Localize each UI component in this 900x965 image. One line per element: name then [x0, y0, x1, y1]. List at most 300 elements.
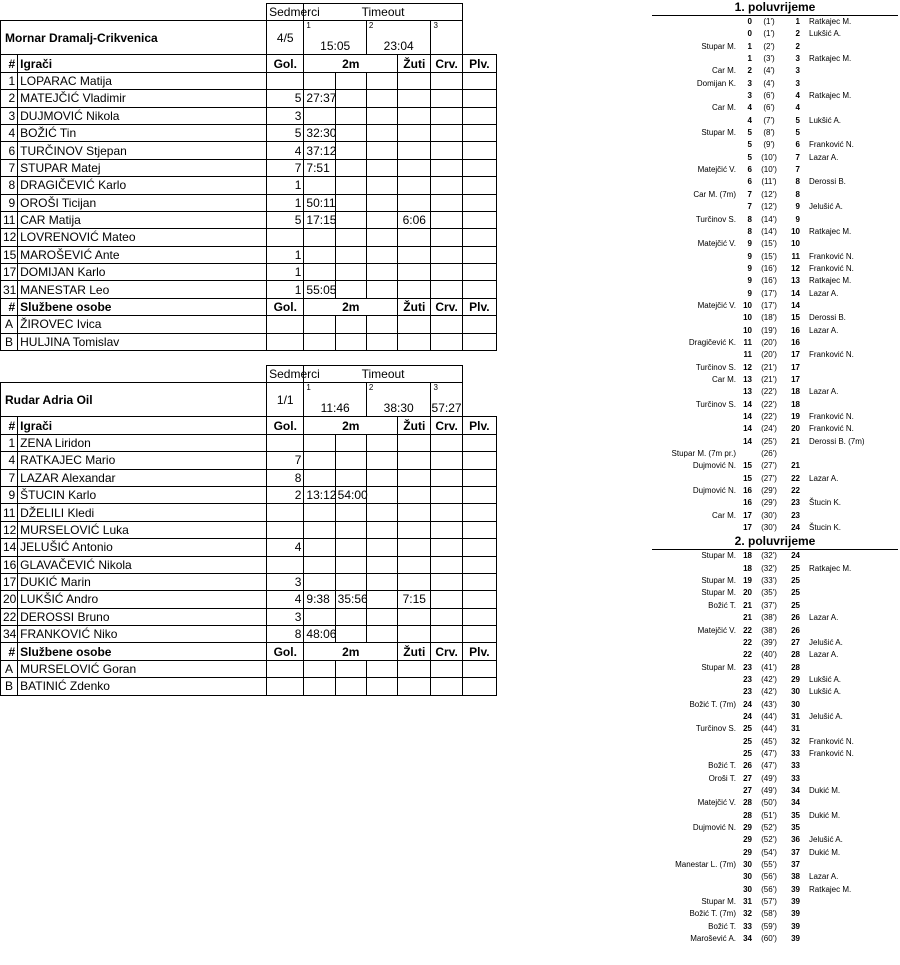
player-blue [462, 246, 496, 263]
event-row [652, 251, 898, 263]
player-yellow [398, 469, 431, 486]
home-score: 32 [743, 909, 752, 919]
player-number: 11 [1, 504, 18, 521]
official-name: BATINIĆ Zdenko [18, 678, 267, 695]
official-name: MURSELOVIĆ Goran [18, 660, 267, 677]
away-score: 2 [795, 29, 800, 39]
player-goals: 3 [267, 107, 304, 124]
away-score: 18 [791, 387, 800, 397]
player-red [431, 626, 462, 643]
player-goals: 4 [267, 539, 304, 556]
event-minute: (43') [761, 699, 777, 709]
player-name: BOŽIĆ Tin [18, 124, 267, 141]
timeout-time: 23:04 [383, 39, 414, 54]
home-score: 17 [743, 510, 752, 520]
away-score: 17 [791, 350, 800, 360]
away-scorer: Ratkajec M. [809, 17, 852, 26]
away-scorer: Lukšić A. [809, 115, 842, 125]
away-score: 35 [791, 810, 800, 820]
home-score: 18 [743, 551, 752, 561]
player-blue [462, 90, 496, 107]
player-red [431, 452, 462, 469]
player-name: RATKAJEC Mario [18, 452, 267, 469]
home-score: 15 [743, 473, 752, 483]
home-scorer: Stupar M. [701, 576, 736, 586]
event-minute: (52') [761, 835, 777, 845]
home-scorer: Marošević A. [690, 934, 736, 944]
event-row [652, 201, 898, 213]
empty-cell [335, 333, 366, 350]
away-scorer: Dukić M. [809, 847, 841, 857]
away-scorer: Ratkajec M. [809, 884, 852, 894]
player-red [431, 159, 462, 176]
home-score: 10 [743, 313, 752, 323]
empty-cell [304, 678, 335, 695]
away-score: 32 [791, 736, 800, 746]
header-goals: Gol. [267, 298, 304, 315]
player-name: MURSELOVIĆ Luka [18, 521, 267, 538]
event-minute: (19') [761, 325, 777, 335]
event-minute: (10') [761, 152, 777, 162]
player-goals: 7 [267, 452, 304, 469]
player-number: 22 [1, 608, 18, 625]
home-score: 5 [747, 128, 752, 138]
home-score: 27 [743, 785, 752, 795]
player-number: 15 [1, 246, 18, 263]
player-yellow [398, 264, 431, 281]
home-scorer: Car M. [712, 66, 736, 76]
player-2min-2 [335, 90, 366, 107]
home-score: 4 [747, 115, 752, 125]
blank [462, 383, 496, 417]
empty-cell [366, 678, 397, 695]
player-row [1, 246, 497, 263]
player-red [431, 229, 462, 246]
player-row [1, 452, 497, 469]
event-row [652, 436, 898, 448]
half-title: 2. poluvrijeme [652, 534, 898, 550]
player-number: 7 [1, 469, 18, 486]
away-scorer: Lazar A. [809, 473, 839, 483]
home-scorer: Božić T. (7m) [689, 699, 736, 709]
player-name: LAZAR Alexandar [18, 469, 267, 486]
header-number: # [1, 643, 18, 660]
player-red [431, 539, 462, 556]
event-row [652, 263, 898, 275]
home-score: 21 [743, 613, 752, 623]
empty-cell [366, 660, 397, 677]
player-2min-3 [366, 107, 397, 124]
away-scorer: Lazar A. [809, 613, 839, 623]
home-score: 13 [743, 374, 752, 384]
player-row [1, 591, 497, 608]
away-score: 31 [791, 724, 800, 734]
header-number: # [1, 417, 18, 434]
away-scorer: Franković N. [809, 424, 854, 434]
away-score: 16 [791, 337, 800, 347]
empty-cell [304, 333, 335, 350]
home-score: 14 [743, 436, 752, 446]
home-score: 25 [743, 748, 752, 758]
player-2min-1: 55:05 [304, 281, 335, 298]
event-row [652, 884, 898, 896]
away-score: 31 [791, 711, 800, 721]
event-minute: (54') [761, 847, 777, 857]
player-2min-1 [304, 107, 335, 124]
away-score: 37 [791, 847, 800, 857]
away-scorer: Franković N. [809, 412, 854, 421]
player-2min-2 [335, 264, 366, 281]
event-minute: (39') [761, 637, 777, 647]
player-goals: 5 [267, 90, 304, 107]
player-blue [462, 211, 496, 228]
event-row [652, 16, 898, 28]
event-row [652, 625, 898, 637]
player-number: 9 [1, 194, 18, 211]
player-yellow [398, 72, 431, 89]
empty-cell [335, 678, 366, 695]
empty-cell [431, 316, 462, 333]
player-number: 34 [1, 626, 18, 643]
event-row [652, 349, 898, 361]
event-minute: (38') [761, 613, 777, 623]
player-name: DEROSSI Bruno [18, 608, 267, 625]
player-red [431, 264, 462, 281]
player-2min-1 [304, 469, 335, 486]
away-score: 14 [791, 288, 800, 298]
player-name: DRAGIČEVIĆ Karlo [18, 177, 267, 194]
player-row [1, 194, 497, 211]
away-score: 21 [791, 461, 800, 471]
event-minute: (45') [761, 736, 777, 746]
player-row [1, 142, 497, 159]
player-name: MANESTAR Leo [18, 281, 267, 298]
player-row [1, 159, 497, 176]
header-yellow: Žuti [398, 298, 431, 315]
home-score: 10 [743, 300, 752, 310]
event-minute: (59') [761, 921, 777, 931]
event-minute: (41') [761, 662, 777, 672]
empty-cell [304, 660, 335, 677]
player-number: 31 [1, 281, 18, 298]
home-score: 16 [743, 486, 752, 496]
away-score: 23 [791, 498, 800, 508]
event-row [652, 238, 898, 250]
event-row [652, 448, 898, 460]
home-scorer: Matejčić V. [697, 165, 736, 175]
event-minute: (14') [761, 226, 777, 236]
player-2min-3 [366, 229, 397, 246]
player-name: TURČINOV Stjepan [18, 142, 267, 159]
event-row [652, 399, 898, 411]
away-score: 9 [795, 214, 800, 224]
player-red [431, 521, 462, 538]
event-minute: (50') [761, 798, 777, 808]
away-score: 39 [791, 897, 800, 907]
player-row [1, 573, 497, 590]
home-scorer: Dujmović N. [692, 486, 736, 496]
event-minute: (58') [761, 909, 777, 919]
player-2min-2 [335, 72, 366, 89]
header-blue: Plv. [462, 417, 496, 434]
player-goals: 4 [267, 591, 304, 608]
event-row [652, 312, 898, 324]
event-row [652, 152, 898, 164]
away-scorer: Derossi B. (7m) [809, 436, 865, 446]
player-red [431, 107, 462, 124]
player-yellow [398, 142, 431, 159]
home-scorer: Matejčić V. [697, 625, 736, 635]
player-blue [462, 504, 496, 521]
player-row [1, 107, 497, 124]
timeout-cell [366, 383, 431, 417]
header-2min: 2m [304, 298, 398, 315]
player-number: 14 [1, 539, 18, 556]
event-minute: (47') [761, 761, 777, 771]
player-blue [462, 486, 496, 503]
event-minute: (17') [761, 300, 777, 310]
player-red [431, 211, 462, 228]
player-red [431, 72, 462, 89]
away-score: 39 [791, 884, 800, 894]
player-name: DOMIJAN Karlo [18, 264, 267, 281]
player-yellow [398, 608, 431, 625]
home-scorer: Stupar M. [701, 41, 736, 51]
home-score: 5 [747, 152, 752, 162]
home-scorer: Turčinov S. [695, 362, 736, 372]
event-row [652, 189, 898, 201]
timeout-number: 2 [368, 383, 374, 393]
home-score: 28 [743, 810, 752, 820]
player-blue [462, 229, 496, 246]
empty-cell [398, 333, 431, 350]
away-score: 23 [791, 510, 800, 520]
player-row [1, 539, 497, 556]
player-yellow [398, 539, 431, 556]
away-scorer: Franković N. [809, 140, 854, 150]
away-scorer: Dukić M. [809, 785, 841, 795]
header-2min: 2m [304, 417, 398, 434]
event-row [652, 139, 898, 151]
event-row [652, 600, 898, 612]
player-goals [267, 434, 304, 451]
empty-cell [366, 333, 397, 350]
home-score: 1 [747, 41, 752, 51]
home-score: 21 [743, 600, 752, 610]
player-red [431, 556, 462, 573]
home-scorer: Božić T. [708, 921, 736, 931]
empty-cell [462, 660, 496, 677]
player-blue [462, 452, 496, 469]
player-name: FRANKOVIĆ Niko [18, 626, 267, 643]
empty-cell [304, 316, 335, 333]
home-scorer: Domijan K. [696, 78, 736, 88]
player-row [1, 124, 497, 141]
home-score: 7 [747, 189, 752, 199]
event-row [652, 908, 898, 920]
event-row [652, 563, 898, 575]
player-yellow: 7:15 [398, 591, 431, 608]
event-row [652, 773, 898, 785]
player-2min-1 [304, 229, 335, 246]
event-row [652, 423, 898, 435]
timeout-time: 11:46 [320, 401, 350, 416]
event-row [652, 550, 898, 562]
away-scorer: Franković N. [809, 736, 854, 746]
event-row [652, 127, 898, 139]
home-score: 12 [743, 362, 752, 372]
home-scorer: Matejčić V. [697, 798, 736, 808]
away-score: 25 [791, 588, 800, 598]
event-minute: (33') [761, 576, 777, 586]
away-scorer: Dukić M. [809, 810, 841, 820]
player-row [1, 469, 497, 486]
player-goals: 5 [267, 124, 304, 141]
player-name: OROŠI Ticijan [18, 194, 267, 211]
event-minute: (1') [763, 17, 775, 26]
event-minute: (29') [761, 486, 777, 496]
empty-cell [462, 333, 496, 350]
event-row [652, 933, 898, 945]
away-score: 33 [791, 761, 800, 771]
event-minute: (20') [761, 350, 777, 360]
player-yellow [398, 90, 431, 107]
player-name: ZENA Liridon [18, 434, 267, 451]
event-row [652, 41, 898, 53]
event-row [652, 53, 898, 65]
away-score: 34 [791, 798, 800, 808]
event-minute: (42') [761, 687, 777, 697]
away-score: 17 [791, 362, 800, 372]
timeout-number: 3 [433, 21, 438, 31]
away-score: 21 [791, 436, 800, 446]
player-red [431, 486, 462, 503]
player-goals [267, 72, 304, 89]
timeout-time: 15:05 [320, 39, 351, 54]
away-score: 3 [795, 66, 800, 76]
away-score: 28 [791, 650, 800, 660]
header-yellow: Žuti [398, 643, 431, 660]
player-row [1, 626, 497, 643]
away-score: 27 [791, 637, 800, 647]
event-row [652, 921, 898, 933]
player-name: ŠTUCIN Karlo [18, 486, 267, 503]
player-number: 11 [1, 211, 18, 228]
player-2min-1: 13:12 [304, 486, 335, 503]
player-yellow [398, 556, 431, 573]
home-score: 13 [743, 387, 752, 397]
home-score: 22 [743, 625, 752, 635]
away-score: 22 [791, 473, 800, 483]
player-number: 9 [1, 486, 18, 503]
player-red [431, 591, 462, 608]
home-score: 1 [747, 54, 752, 64]
event-row [652, 575, 898, 587]
event-row [652, 337, 898, 349]
event-row [652, 760, 898, 772]
home-scorer: Turčinov S. [695, 399, 736, 409]
player-2min-1: 17:15 [304, 211, 335, 228]
empty-cell [335, 660, 366, 677]
home-score: 24 [743, 711, 752, 721]
event-minute: (56') [761, 872, 777, 882]
away-score: 10 [791, 226, 800, 236]
player-2min-2 [335, 159, 366, 176]
event-minute: (35') [761, 588, 777, 598]
home-score: 3 [747, 91, 752, 101]
player-2min-2: 35:56 [335, 591, 366, 608]
away-score: 15 [791, 313, 800, 323]
event-minute: (9') [763, 140, 775, 150]
home-score: 28 [743, 798, 752, 808]
event-minute: (37') [761, 600, 777, 610]
home-score: 8 [747, 226, 752, 236]
away-score: 19 [791, 412, 800, 421]
event-row [652, 325, 898, 337]
away-score: 39 [791, 921, 800, 931]
event-row [652, 871, 898, 883]
event-minute: (21') [761, 362, 777, 372]
event-row [652, 473, 898, 485]
player-yellow [398, 573, 431, 590]
player-name: DUJMOVIĆ Nikola [18, 107, 267, 124]
empty-cell [431, 333, 462, 350]
away-scorer: Jelušić A. [809, 202, 843, 212]
player-2min-3 [366, 469, 397, 486]
player-2min-3 [366, 90, 397, 107]
timeout-number: 1 [306, 383, 311, 393]
timeout-number: 2 [368, 21, 374, 31]
player-2min-1 [304, 264, 335, 281]
official-name: ŽIROVEC Ivica [18, 316, 267, 333]
event-row [652, 797, 898, 809]
timeout-number: 1 [306, 21, 311, 31]
home-score: 6 [747, 165, 752, 175]
team-table-mornar [0, 3, 497, 351]
event-minute: (30') [761, 510, 777, 520]
player-row [1, 211, 497, 228]
player-goals: 8 [267, 626, 304, 643]
event-row [652, 288, 898, 300]
away-score: 25 [791, 600, 800, 610]
event-minute: (42') [761, 674, 777, 684]
home-scorer: Stupar M. [701, 897, 736, 907]
player-2min-1 [304, 573, 335, 590]
player-yellow [398, 452, 431, 469]
event-row [652, 275, 898, 287]
home-score: 30 [743, 872, 752, 882]
empty-cell [398, 316, 431, 333]
away-scorer: Lukšić A. [809, 29, 842, 39]
away-scorer: Lazar A. [809, 387, 839, 397]
event-row [652, 612, 898, 624]
event-row [652, 362, 898, 374]
event-row [652, 460, 898, 472]
player-red [431, 504, 462, 521]
home-score: 2 [747, 66, 752, 76]
player-yellow [398, 626, 431, 643]
player-2min-3 [366, 591, 397, 608]
player-goals: 1 [267, 281, 304, 298]
event-minute: (27') [761, 461, 777, 471]
player-name: LOPARAC Matija [18, 72, 267, 89]
player-number: 4 [1, 452, 18, 469]
player-2min-3 [366, 72, 397, 89]
player-goals [267, 229, 304, 246]
home-score: 9 [747, 276, 752, 286]
player-number: 1 [1, 72, 18, 89]
player-2min-1 [304, 556, 335, 573]
